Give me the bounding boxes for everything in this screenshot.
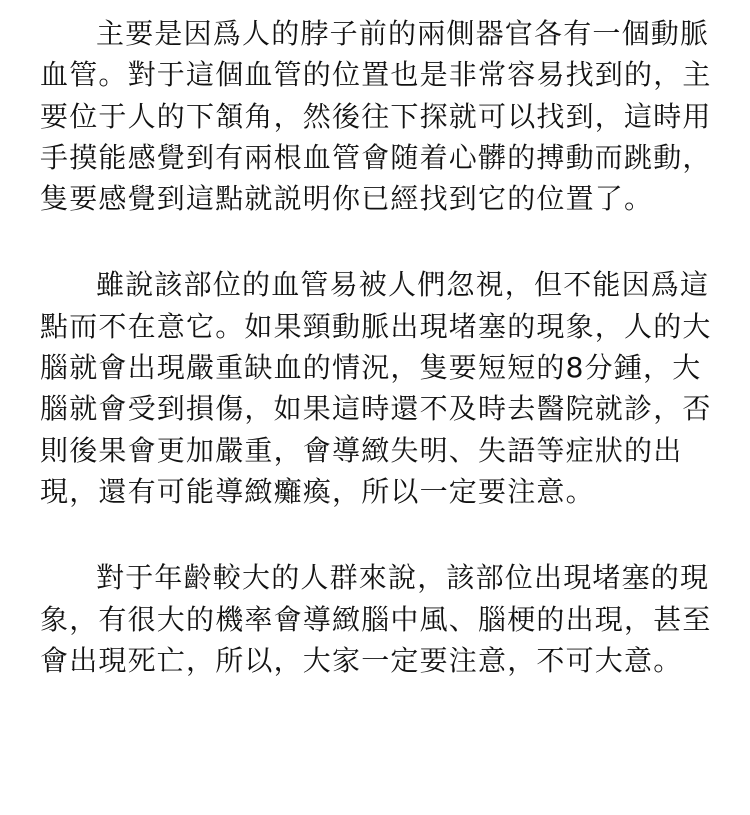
article-paragraph-1: 主要是因爲人的脖子前的兩側器官各有一個動脈血管。對于這個血管的位置也是非常容易找到的，主要位于人的下頷角，然後往下探就可以找到，這時用手摸能感覺到有兩根血管會随着心髒的搏動而跳動，隻要感覺到這點就説明你已經找到它的位置了。 [40, 17, 712, 216]
article-body [40, 13, 716, 681]
article-paragraph-2: 雖說該部位的血管易被人們忽視，但不能因爲這點而不在意它。如果頸動脈出現堵塞的現象，人的大腦就會出現嚴重缺血的情況，隻要短短的8分鍾，大腦就會受到損傷，如果這時還不及時去醫院就診，否則後果會更加嚴重，會導緻失明、失語等症狀的出現，還有可能導緻癱瘓，所以一定要注意。 [40, 268, 712, 508]
article-paragraph-3: 對于年齡較大的人群來說，該部位出現堵塞的現象，有很大的機率會導緻腦中風、腦梗的出現，甚至會出現死亡，所以，大家一定要注意，不可大意。 [40, 561, 712, 677]
